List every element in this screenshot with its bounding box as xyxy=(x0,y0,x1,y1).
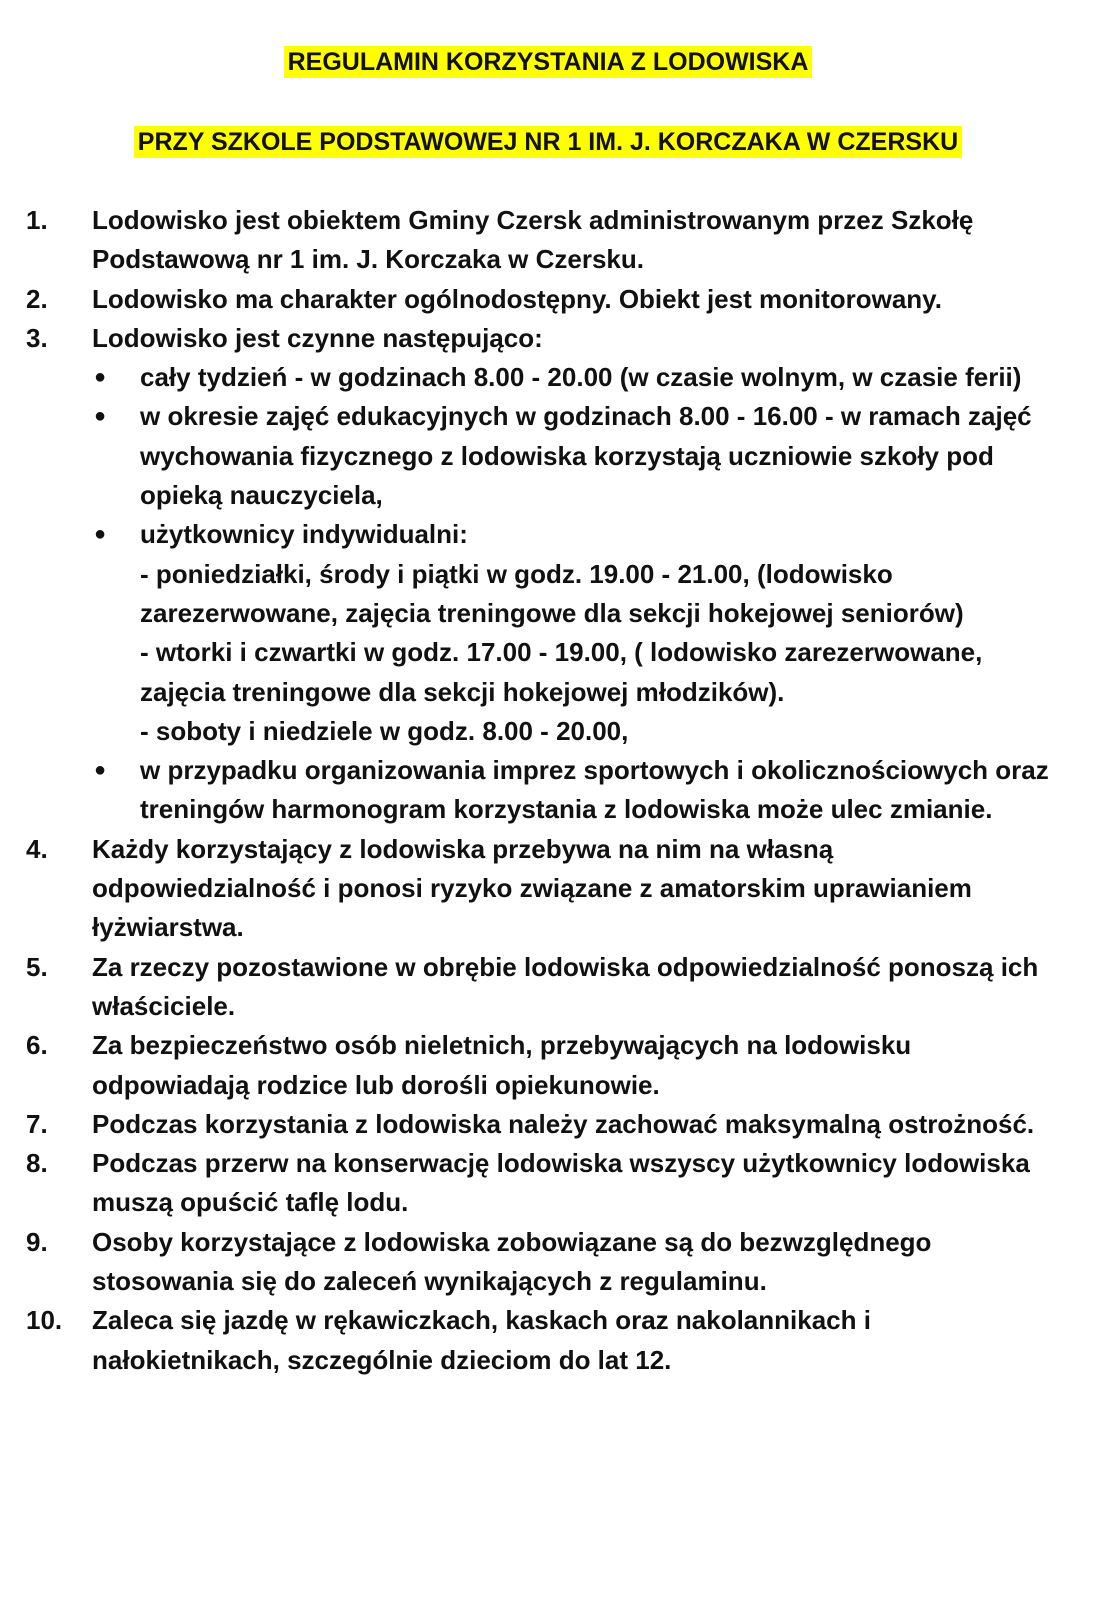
opening-hours-list xyxy=(92,358,1060,830)
bullet-text: w przypadku organizowania imprez sportowych i okolicznościowych oraz treningów harmonogram korzystania z lodowiska może ulec zmianie. xyxy=(140,755,1049,825)
schedule-line: - soboty i niedziele w godz. 8.00 - 20.00, xyxy=(140,715,629,746)
rule-number: 2. xyxy=(26,283,48,314)
rule-item xyxy=(0,1301,1096,1380)
rule-number: 6. xyxy=(26,1030,48,1061)
rule-item xyxy=(0,1144,1096,1223)
rule-item xyxy=(0,280,1096,319)
bullet-icon: ● xyxy=(94,405,107,428)
rules-list xyxy=(0,201,1096,1380)
document-title-text: REGULAMIN KORZYSTANIA Z LODOWISKA xyxy=(284,46,813,78)
document-subtitle-text: PRZY SZKOLE PODSTAWOWEJ NR 1 IM. J. KORCZAKA W CZERSKU xyxy=(134,126,962,158)
bullet-icon: ● xyxy=(94,366,107,389)
bullet-item xyxy=(92,515,1060,751)
rule-number: 1. xyxy=(26,205,48,235)
rule-text: Podczas przerw na konserwację lodowiska wszyscy użytkownicy lodowiska muszą opuścić taflę lodu. xyxy=(92,1148,1030,1218)
bullet-text: w okresie zajęć edukacyjnych w godzinach 8.00 - 16.00 - w ramach zajęć wychowania fizycznego z lodowiska korzystają uczniowie szkoły pod opieką nauczyciela, xyxy=(140,401,1032,511)
rule-item xyxy=(0,1105,1096,1144)
rule-text: Lodowisko jest czynne następująco: xyxy=(92,322,543,353)
rule-item xyxy=(0,830,1096,948)
bullet-icon: ● xyxy=(94,523,107,546)
rule-item xyxy=(0,1026,1096,1105)
rule-item xyxy=(0,319,1096,830)
rule-text: Zaleca się jazdę w rękawiczkach, kaskach oraz nakolannikach i nałokietnikach, szczególnie dzieciom do lat 12. xyxy=(92,1305,871,1375)
rule-item xyxy=(0,948,1096,1027)
bullet-item xyxy=(92,751,1060,830)
rule-item xyxy=(0,201,1096,280)
rule-text: Osoby korzystające z lodowiska zobowiązane są do bezwzględnego stosowania się do zaleceń wynikających z regulaminu. xyxy=(92,1226,932,1297)
rule-text: Lodowisko ma charakter ogólnodostępny. Obiekt jest monitorowany. xyxy=(92,283,942,314)
schedule-line: - poniedziałki, środy i piątki w godz. 19.00 - 21.00, (lodowisko zarezerwowane, zajęcia treningowe dla sekcji hokejowej seniorów) xyxy=(140,558,964,628)
bullet-item xyxy=(92,358,1060,397)
bullet-item xyxy=(92,397,1060,515)
rule-number: 4. xyxy=(26,833,48,864)
rule-text: Podczas korzystania z lodowiska należy zachować maksymalną ostrożność. xyxy=(92,1108,1035,1139)
document-subtitle xyxy=(0,126,1096,158)
bullet-text: cały tydzień - w godzinach 8.00 - 20.00 (w czasie wolnym, w czasie ferii) xyxy=(140,362,1022,393)
rule-number: 9. xyxy=(26,1226,48,1257)
rule-number: 3. xyxy=(26,322,48,353)
rule-text: Za rzeczy pozostawione w obrębie lodowiska odpowiedzialność ponoszą ich właściciele. xyxy=(92,951,1039,1021)
rule-item xyxy=(0,1223,1096,1302)
rule-text: Każdy korzystający z lodowiska przebywa na nim na własną odpowiedzialność i ponosi ryzyko związane z amatorskim uprawianiem łyżwiarstwa. xyxy=(92,833,972,943)
schedule-line: - wtorki i czwartki w godz. 17.00 - 19.00, ( lodowisko zarezerwowane, zajęcia treningowe dla sekcji hokejowej młodzików). xyxy=(140,637,983,707)
rule-number: 8. xyxy=(26,1148,48,1179)
bullet-text: użytkownicy indywidualni: xyxy=(140,519,468,550)
document-title xyxy=(0,46,1096,78)
rule-number: 5. xyxy=(26,951,48,982)
bullet-icon: ● xyxy=(94,759,107,782)
rule-number: 10. xyxy=(26,1305,63,1336)
rule-text: Za bezpieczeństwo osób nieletnich, przebywających na lodowisku odpowiadają rodzice lub dorośli opiekunowie. xyxy=(92,1030,912,1100)
rule-number: 7. xyxy=(26,1108,48,1139)
rule-text: Lodowisko jest obiektem Gminy Czersk administrowanym przez Szkołę Podstawową nr 1 im. J. Korczaka w Czersku. xyxy=(92,205,974,275)
